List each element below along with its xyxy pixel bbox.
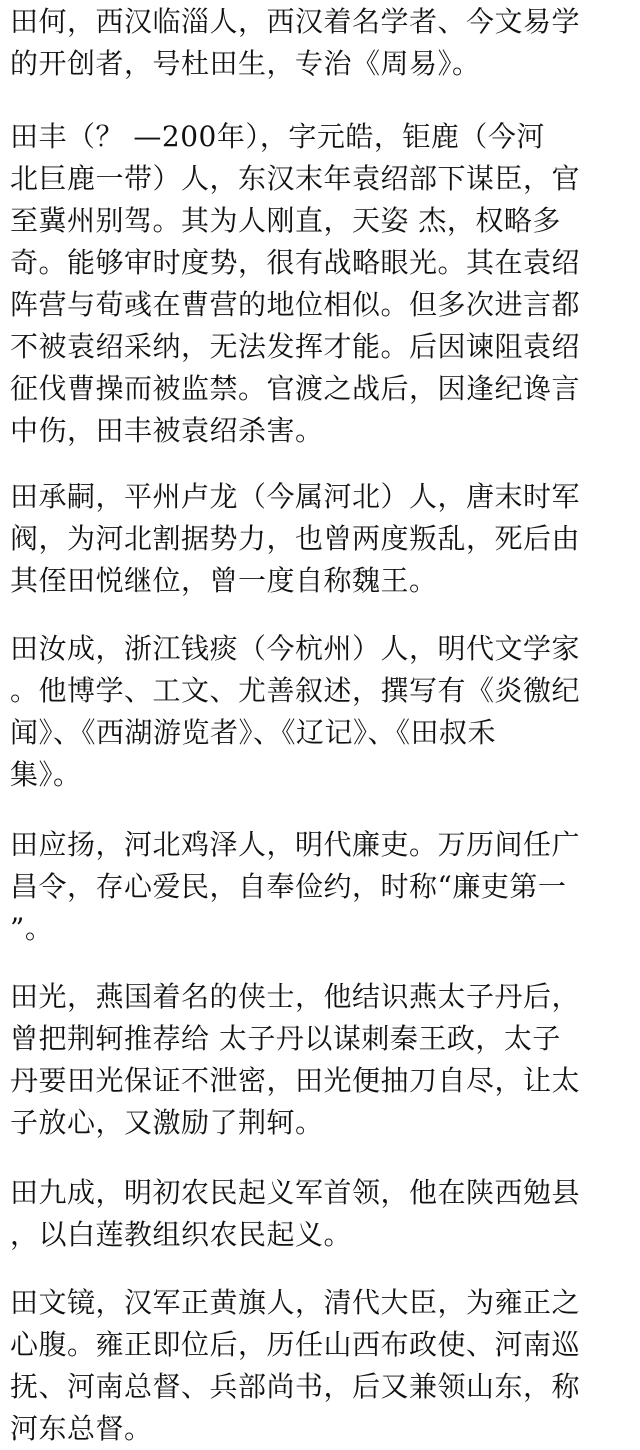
- text-line: 田文镜，汉军正黄旗人，清代大臣，为雍正之: [10, 1286, 581, 1319]
- text-line: 田丰（？ —200年），字元皓，钜鹿（今河: [10, 120, 545, 153]
- text-line: 北巨鹿一带）人，东汉末年袁绍部下谋臣，官: [10, 162, 581, 195]
- text-line: 子放心，又激励了荆轲。: [10, 1106, 324, 1139]
- text-line: ，以白莲教组织农民起义。: [10, 1218, 353, 1251]
- text-line: 的开创者，号杜田生，专治《周易》。: [10, 47, 481, 80]
- text-line: 中伤，田丰被袁绍杀害。: [10, 414, 324, 447]
- paragraph-tian-yingyang: [10, 824, 630, 950]
- paragraph-tian-rucheng: [10, 628, 630, 796]
- text-line: 不被袁绍采纳，无法发挥才能。后因谏阻袁绍: [10, 330, 581, 363]
- text-line: 至冀州别驾。其为人刚直，天姿 杰，权略多: [10, 204, 561, 237]
- paragraph-tian-jiucheng: [10, 1172, 630, 1256]
- text-line: 田九成，明初农民起义军首领，他在陕西勉县: [10, 1176, 581, 1209]
- text-line: 田光，燕国着名的侠士，他结识燕太子丹后，: [10, 980, 581, 1013]
- text-line: 抚、河南总督、兵部尚书，后又兼领山东，称: [10, 1370, 581, 1403]
- text-line: 其侄田悦继位，曾一度自称魏王。: [10, 564, 438, 597]
- text-line: 田应扬，河北鸡泽人，明代廉吏。万历间任广: [10, 828, 581, 861]
- text-line: 田承嗣，平州卢龙（今属河北）人，唐末时军: [10, 480, 581, 513]
- text-line: 丹要田光保证不泄密，田光便抽刀自尽，让太: [10, 1064, 581, 1097]
- paragraph-tian-feng: [10, 116, 630, 452]
- text-line: 河东总督。: [10, 1412, 153, 1445]
- text-line: 田何，西汉临淄人，西汉着名学者、今文易学: [10, 5, 581, 38]
- paragraph-tian-guang: [10, 976, 630, 1144]
- text-line: 集》。: [10, 758, 82, 791]
- text-line: 心腹。雍正即位后，历任山西布政使、河南巡: [10, 1328, 581, 1361]
- text-line: 。他博学、工文、尤善叙述，撰写有《炎徼纪: [10, 674, 581, 707]
- text-line: ”。: [10, 912, 54, 945]
- text-line: 阀，为河北割据势力，也曾两度叛乱，死后由: [10, 522, 581, 555]
- text-line: 田汝成，浙江钱痰（今杭州）人，明代文学家: [10, 632, 581, 665]
- paragraph-tian-he: [10, 1, 630, 85]
- paragraph-tian-chengsi: [10, 476, 630, 602]
- text-line: 曾把荆轲推荐给 太子丹以谋刺秦王政，太子: [10, 1022, 561, 1055]
- paragraph-tian-wenjing: [10, 1282, 630, 1450]
- text-line: 征伐曹操而被监禁。官渡之战后，因逢纪谗言: [10, 372, 581, 405]
- text-line: 昌令，存心爱民，自奉俭约，时称“廉吏第一: [10, 870, 567, 903]
- text-line: 奇。能够审时度势，很有战略眼光。其在袁绍: [10, 246, 581, 279]
- text-line: 阵营与荀彧在曹营的地位相似。但多次进言都: [10, 288, 581, 321]
- text-line: 闻》、《西湖游览者》、《辽记》、《田叔禾: [10, 716, 497, 749]
